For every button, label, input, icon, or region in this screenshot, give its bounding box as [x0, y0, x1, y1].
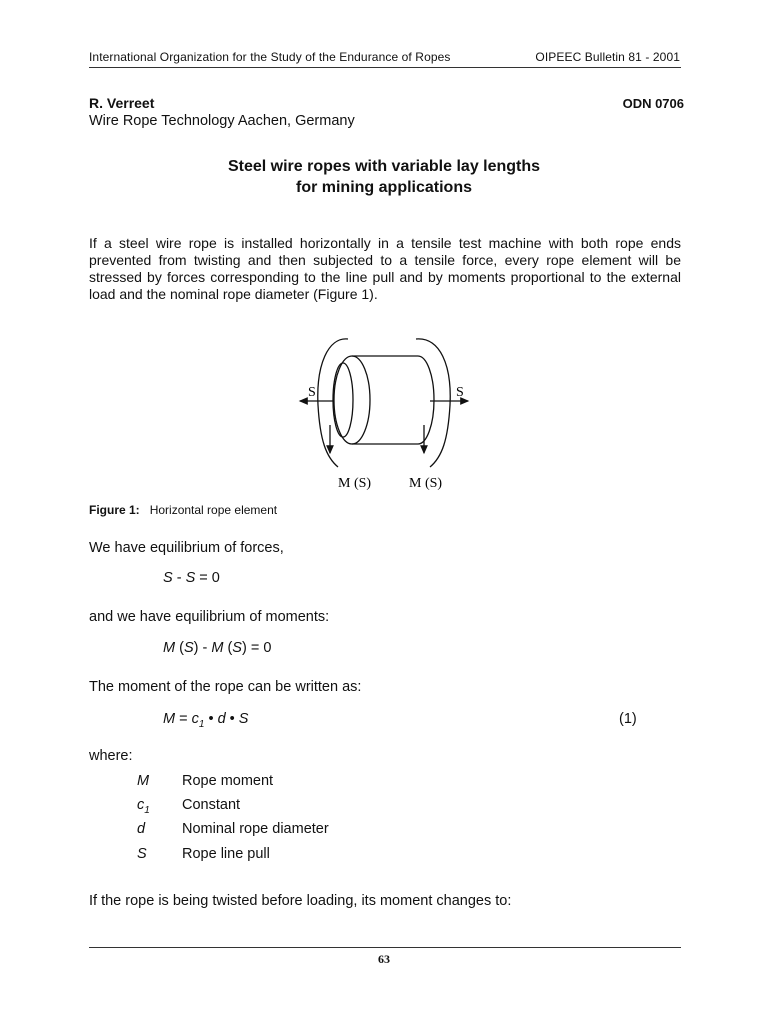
- variable-symbol: M: [137, 773, 150, 789]
- cylinder-right-end: [418, 356, 434, 444]
- variable-symbol: S: [137, 846, 147, 862]
- cylinder-left-end: [334, 356, 370, 444]
- author-name: R. Verreet: [89, 95, 155, 111]
- running-header-left: International Organization for the Study of the Endurance of Ropes: [89, 50, 451, 64]
- figure-caption-label: Figure 1:: [89, 503, 140, 517]
- left-force-label: S: [308, 385, 316, 400]
- page-number: 63: [378, 952, 390, 966]
- variable-description: Rope moment: [182, 773, 274, 789]
- paper-title-line1: Steel wire ropes with variable lay lengths: [227, 158, 541, 175]
- variable-description: Constant: [182, 797, 241, 813]
- figure-caption: [89, 503, 277, 517]
- running-header-right: OIPEEC Bulletin 81 - 2001: [535, 50, 680, 64]
- forces-intro: We have equilibrium of forces,: [89, 540, 284, 556]
- paper-title-line2: for mining applications: [295, 179, 472, 196]
- where-label: where:: [89, 748, 133, 764]
- figure-caption-text: Horizontal rope element: [149, 503, 278, 517]
- moment-equation: $M = c_1$ • d • S: [163, 711, 249, 730]
- left-moment-label: M (S): [338, 476, 372, 491]
- rope-element-figure: [290, 325, 480, 495]
- equation-number: (1): [619, 711, 637, 727]
- right-moment-arc: [416, 339, 450, 467]
- right-force-label: S: [456, 385, 464, 400]
- variable-symbol: $c_1$: [137, 797, 150, 816]
- document-id: ODN 0706: [622, 96, 684, 111]
- moments-equation: M (S) - M (S) = 0: [163, 640, 272, 656]
- forces-equation: S - S = 0: [163, 570, 220, 586]
- author-affiliation: Wire Rope Technology Aachen, Germany: [89, 113, 355, 129]
- variable-symbol: d: [137, 821, 146, 837]
- intro-paragraph: If a steel wire rope is installed horizontally in a tensile test machine with both rope ends prevented from twisting and then subjected to a tensile force, every rope element will be stressed by forces corresponding to the line pull and by moments proportional to the external load and the nominal rope diameter (Figure 1).: [89, 235, 681, 302]
- variable-description: Nominal rope diameter: [182, 821, 329, 837]
- variable-description: Rope line pull: [182, 846, 270, 862]
- header-rule: [89, 67, 681, 68]
- right-moment-label: M (S): [409, 476, 443, 491]
- cylinder-inner-end: [333, 363, 353, 437]
- footer-rule: [89, 947, 681, 948]
- moment-intro: The moment of the rope can be written as:: [89, 679, 362, 695]
- twist-sentence: If the rope is being twisted before loading, its moment changes to:: [89, 893, 512, 909]
- moments-intro: and we have equilibrium of moments:: [89, 609, 330, 625]
